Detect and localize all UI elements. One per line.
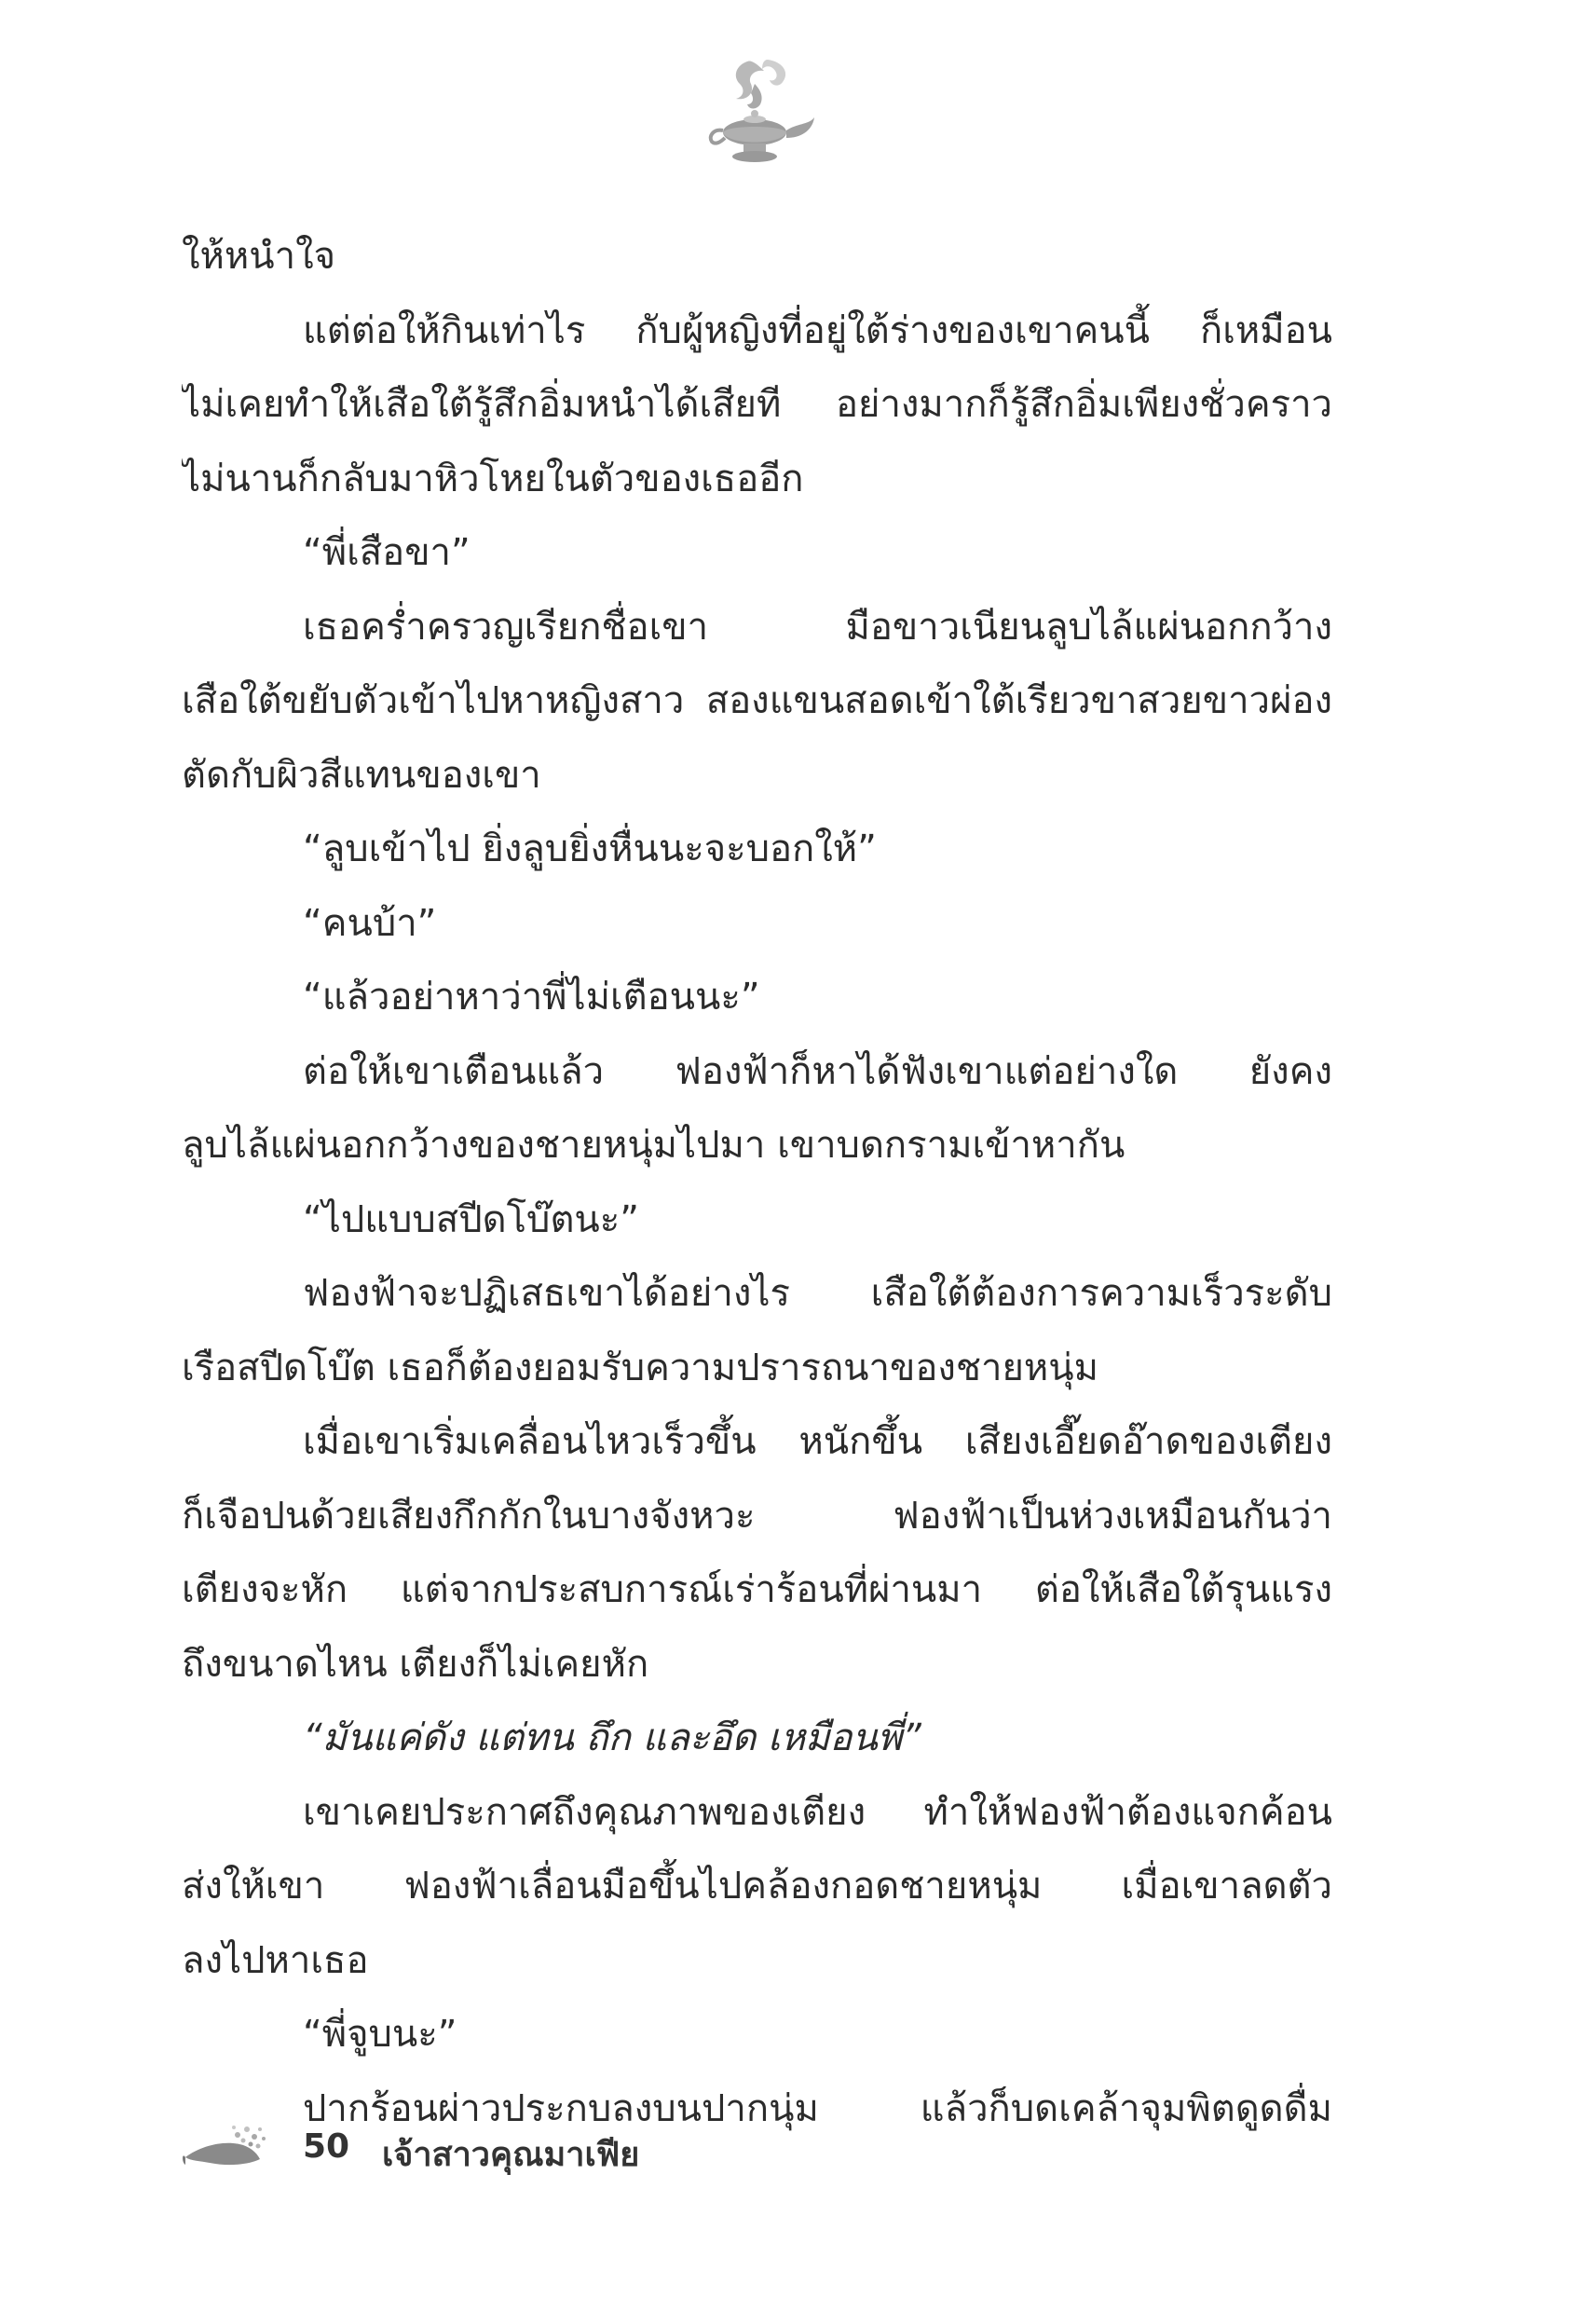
text-line: ต่อให้เขาเตือนแล้ว ฟองฟ้าก็หาได้ฟังเขาแต่อย่างใด ยังคง <box>303 1049 1332 1093</box>
text-line: “แล้วอย่าหาว่าพี่ไม่เตือนนะ” <box>303 976 760 1019</box>
text-line: เรือสปีดโบ๊ต เธอก็ต้องยอมรับความปรารถนาของชายหนุ่ม <box>182 1346 1099 1389</box>
genie-lamp-icon <box>689 56 820 172</box>
text-line: “พี่จูบนะ” <box>303 2013 457 2056</box>
text-line: “ลูบเข้าไป ยิ่งลูบยิ่งหื่นนะจะบอกให้” <box>303 827 877 870</box>
text-line: ลงไปหาเธอ <box>182 1938 369 1982</box>
text-line: ไม่เคยทำให้เสือใต้รู้สึกอิ่มหนำได้เสียที อย่างมากก็รู้สึกอิ่มเพียงชั่วคราว <box>182 383 1332 426</box>
text-line: ส่งให้เขา ฟองฟ้าเลื่อนมือขึ้นไปคล้องกอดชายหนุ่ม เมื่อเขาลดตัว <box>182 1865 1332 1908</box>
text-line: เขาเคยประกาศถึงคุณภาพของเตียง ทำให้ฟองฟ้าต้องแจกค้อน <box>303 1790 1332 1834</box>
text-line: ก็เจือปนด้วยเสียงกึกกักในบางจังหวะ ฟองฟ้าเป็นห่วงเหมือนกันว่า <box>182 1494 1332 1538</box>
text-line: “คนบ้า” <box>303 901 437 945</box>
text-line: เธอคร่ำครวญเรียกชื่อเขา มือขาวเนียนลูบไล้แผ่นอกกว้าง <box>303 605 1332 649</box>
text-line: “ไปแบบสปีดโบ๊ตนะ” <box>303 1197 639 1241</box>
text-line: เตียงจะหัก แต่จากประสบการณ์เร่าร้อนที่ผ่านมา ต่อให้เสือใต้รุนแรง <box>182 1568 1332 1611</box>
body-text <box>182 220 1332 2146</box>
text-line: เมื่อเขาเริ่มเคลื่อนไหวเร็วขึ้น หนักขึ้น เสียงเอี๊ยดอ๊าดของเตียง <box>303 1420 1332 1463</box>
text-line: ตัดกับผิวสีแทนของเขา <box>182 753 541 797</box>
text-line: ปากร้อนผ่าวประกบลงบนปากนุ่ม แล้วก็บดเคล้าจุมพิตดูดดื่ม <box>303 2086 1332 2130</box>
text-line: ฟองฟ้าจะปฏิเสธเขาได้อย่างไร เสือใต้ต้องการความเร็วระดับ <box>303 1272 1332 1315</box>
text-line: ให้หนำใจ <box>182 235 336 278</box>
text-line: เสือใต้ขยับตัวเข้าไปหาหญิงสาว สองแขนสอดเข้าใต้เรียวขาสวยขาวผ่อง <box>182 679 1332 722</box>
text-line: “มันแค่ดัง แต่ทน ถึก และอึด เหมือนพี่” <box>303 1716 921 1759</box>
book-title: เจ้าสาวคุณมาเฟีย <box>382 2136 640 2174</box>
fish-ornament-icon <box>182 2120 275 2176</box>
page-number: 50 <box>303 2127 350 2166</box>
text-line: “พี่เสือขา” <box>303 531 471 574</box>
text-line: ลูบไล้แผ่นอกกว้างของชายหนุ่มไปมา เขาบดกรามเข้าหากัน <box>182 1124 1125 1167</box>
text-line: แต่ต่อให้กินเท่าไร กับผู้หญิงที่อยู่ใต้ร่างของเขาคนนี้ ก็เหมือน <box>303 308 1332 352</box>
text-line: ไม่นานก็กลับมาหิวโหยในตัวของเธออีก <box>182 457 804 500</box>
text-line: ถึงขนาดไหน เตียงก็ไม่เคยหัก <box>182 1642 649 1686</box>
page-footer <box>182 2120 834 2176</box>
